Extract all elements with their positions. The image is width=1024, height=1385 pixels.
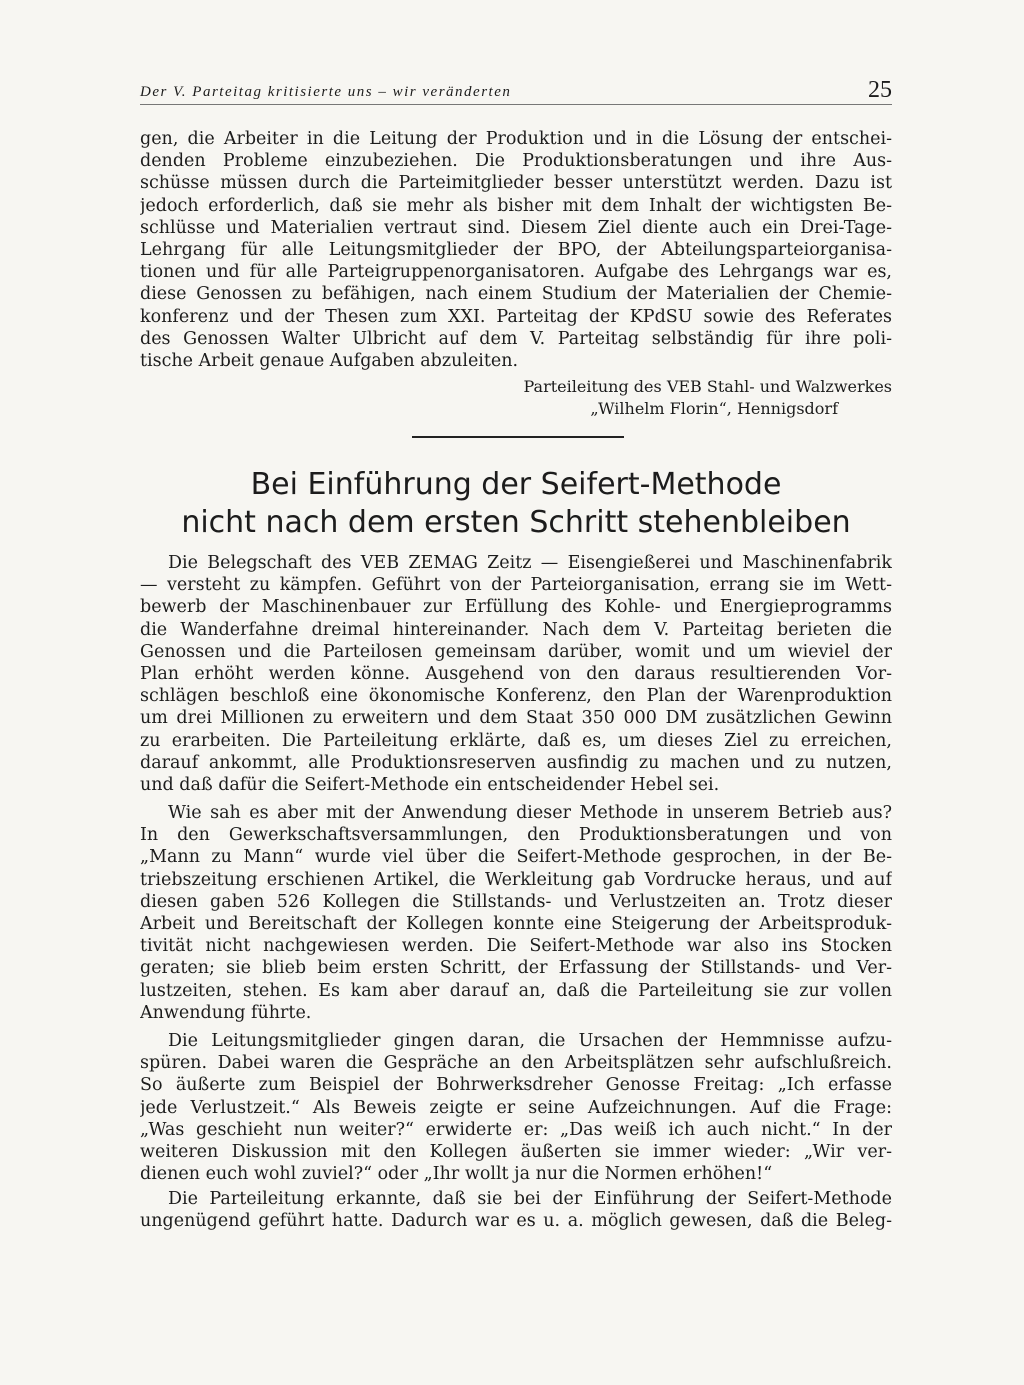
page-number: 25 (868, 77, 892, 103)
text-line: „Was geschieht nun weiter?“ erwiderte er: „Das weiß ich auch nicht.“ In der (140, 1119, 892, 1140)
text-line: Genossen und die Parteilosen gemeinsam darüber, womit und um wieviel der (140, 641, 892, 662)
text-line: tionen und für alle Parteigruppenorganisatoren. Aufgabe des Lehrgangs war es, (140, 262, 892, 283)
signature-line: Parteileitung des VEB Stahl- und Walzwerkes (523, 377, 892, 396)
article-headline (140, 466, 892, 542)
text-line: In den Gewerkschaftsversammlungen, den Produktionsberatungen und von (140, 825, 892, 846)
article-paragraph-1 (140, 552, 892, 796)
article-paragraph-2 (140, 802, 892, 1024)
article-paragraph-4 (140, 1188, 892, 1232)
headline-line: Bei Einführung der Seifert-Methode (250, 467, 782, 502)
header-rule (140, 104, 892, 105)
text-line: um drei Millionen zu erweitern und dem Staat 350 000 DM zusätzlichen Gewinn (140, 708, 892, 729)
text-line: schlüsse und Materialien vertraut sind. Diesem Ziel diente auch ein Drei-Tage- (140, 217, 892, 238)
text-line: zu erarbeiten. Die Parteileitung erklärte, daß es, um dieses Ziel zu erreichen, (140, 730, 892, 751)
text-line: die Wanderfahne dreimal hintereinander. Nach dem V. Parteitag berieten die (140, 619, 892, 640)
text-line: lustzeiten, stehen. Es kam aber darauf an, daß die Parteileitung sie zur vollen (140, 980, 892, 1001)
running-head (140, 72, 892, 102)
text-line: schüsse müssen durch die Parteimitglieder besser unterstützt werden. Dazu ist (140, 173, 892, 194)
text-line: schlägen beschloß eine ökonomische Konferenz, den Plan der Warenproduktion (140, 686, 892, 707)
text-line: diese Genossen zu befähigen, nach einem Studium der Materialien der Chemie- (140, 284, 892, 305)
text-line: spüren. Dabei waren die Gespräche an den Arbeitsplätzen sehr aufschlußreich. (140, 1053, 892, 1074)
text-line: jedoch erforderlich, daß sie mehr als bisher mit dem Inhalt der wichtigsten Be- (140, 195, 892, 216)
article-paragraph-3 (140, 1030, 892, 1185)
running-title: Der V. Parteitag kritisierte uns – wir veränderten (140, 84, 512, 100)
text-line: So äußerte zum Beispiel der Bohrwerksdreher Genosse Freitag: „Ich erfasse (140, 1075, 892, 1096)
headline-line: nicht nach dem ersten Schritt stehenbleiben (181, 505, 851, 540)
text-line: — versteht zu kämpfen. Geführt von der Parteiorganisation, errang sie im Wett- (140, 575, 892, 596)
text-line: weiteren Diskussion mit den Kollegen äußerten sie immer wieder: „Wir ver- (140, 1141, 892, 1162)
signature (140, 376, 892, 420)
text-line: Die Belegschaft des VEB ZEMAG Zeitz — Eisengießerei und Maschinenfabrik (168, 553, 892, 573)
text-line: Plan erhöht werden könne. Ausgehend von den daraus resultierenden Vor- (140, 663, 892, 684)
text-line: Die Parteileitung erkannte, daß sie bei der Einführung der Seifert-Methode (168, 1189, 892, 1209)
text-line: geraten; sie blieb beim ersten Schritt, der Erfassung der Stillstands- und Ver- (140, 958, 892, 979)
text-line: diesen gaben 526 Kollegen die Stillstands- und Verlustzeiten an. Trotz dieser (140, 891, 892, 912)
text-line: Anwendung führte. (140, 1002, 312, 1023)
text-line: triebszeitung erschienen Artikel, die Werkleitung gab Vordrucke heraus, und auf (140, 869, 892, 890)
text-line: des Genossen Walter Ulbricht auf dem V. Parteitag selbständig für ihre poli- (140, 328, 892, 349)
signature-line: „Wilhelm Florin“, Hennigsdorf (590, 399, 838, 418)
text-line: tische Arbeit genaue Aufgaben abzuleiten. (140, 350, 519, 371)
text-line: gen, die Arbeiter in die Leitung der Produktion und in die Lösung der entschei- (140, 129, 892, 149)
text-line: jede Verlustzeit.“ Als Beweis zeigte er seine Aufzeichnungen. Auf die Frage: (140, 1097, 892, 1118)
text-line: und daß dafür die Seifert-Methode ein entscheidender Hebel sei. (140, 774, 720, 795)
text-line: „Mann zu Mann“ wurde viel über die Seifert-Methode gesprochen, in der Be- (140, 847, 892, 868)
text-line: Die Leitungsmitglieder gingen daran, die Ursachen der Hemmnisse aufzu- (168, 1031, 892, 1051)
text-line: Wie sah es aber mit der Anwendung dieser Methode in unserem Betrieb aus? (168, 803, 892, 823)
intro-paragraph (140, 128, 892, 372)
text-line: tivität nicht nachgewiesen werden. Die Seifert-Methode war also ins Stocken (140, 936, 892, 957)
section-divider (412, 436, 624, 438)
text-line: Arbeit und Bereitschaft der Kollegen konnte eine Steigerung der Arbeitsproduk- (140, 913, 892, 934)
text-line: ungenügend geführt hatte. Dadurch war es u. a. möglich gewesen, daß die Beleg- (140, 1211, 892, 1232)
text-line: Lehrgang für alle Leitungsmitglieder der BPO, der Abteilungsparteiorganisa- (140, 239, 892, 260)
text-line: dienen euch wohl zuviel?“ oder „Ihr wollt ja nur die Normen erhöhen!“ (140, 1164, 773, 1185)
text-line: konferenz und der Thesen zum XXI. Parteitag der KPdSU sowie des Referates (140, 306, 892, 327)
text-line: darauf ankommt, alle Produktionsreserven ausfindig zu machen und zu nutzen, (140, 752, 892, 773)
text-line: denden Probleme einzubeziehen. Die Produktionsberatungen und ihre Aus- (140, 151, 892, 172)
text-line: bewerb der Maschinenbauer zur Erfüllung des Kohle- und Energieprogramms (140, 597, 892, 618)
